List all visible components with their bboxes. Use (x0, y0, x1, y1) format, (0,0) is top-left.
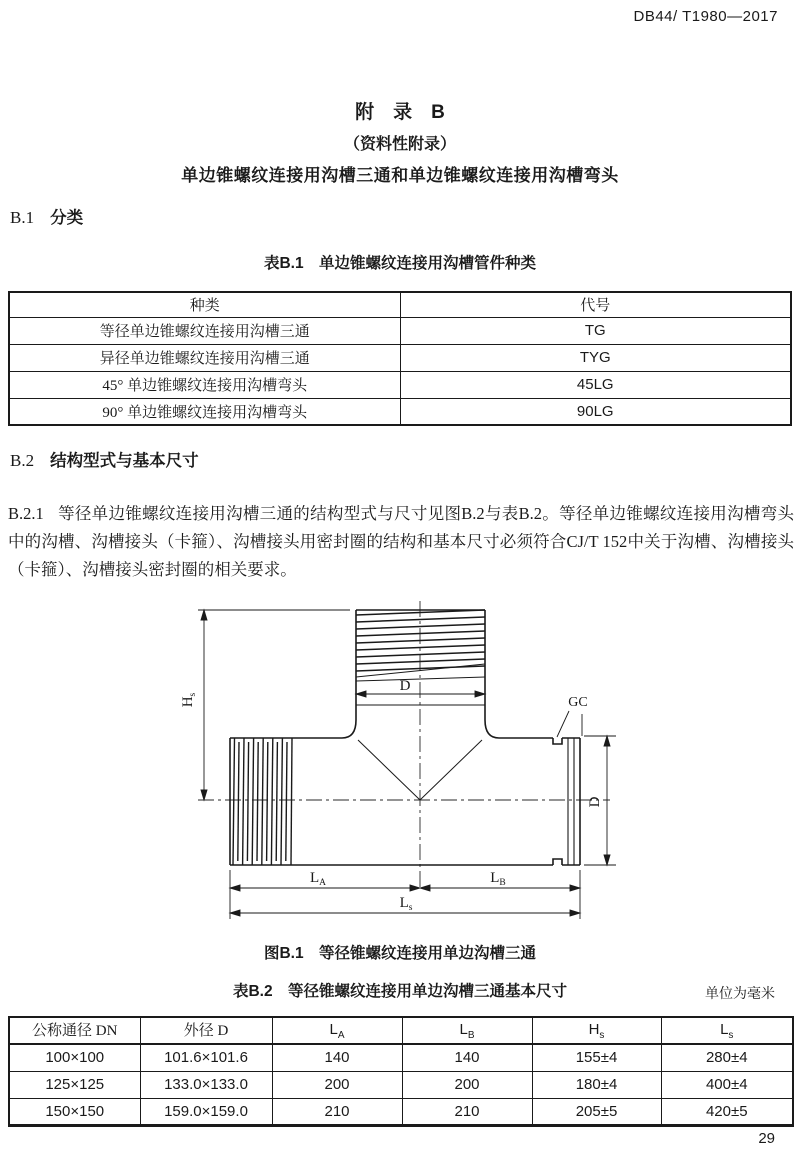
cell-kind: 45° 单边锥螺纹连接用沟槽弯头 (9, 371, 400, 398)
table-row (9, 1044, 793, 1071)
table-b1 (8, 291, 792, 426)
cell-la: 210 (272, 1098, 402, 1125)
clause-title: 分类 (50, 209, 84, 227)
clause-number: B.2.1 (8, 504, 44, 523)
clause-number: B.1 (10, 208, 35, 227)
table-row (9, 1098, 793, 1125)
section-heading-b2 (10, 447, 199, 471)
col-header-la: $L_A$ (272, 1017, 402, 1044)
label-ls: $L_s$ (399, 895, 413, 913)
table-row (9, 1017, 793, 1044)
unit-note: 单位为毫米 (705, 987, 775, 1002)
table-row (9, 344, 791, 371)
label-hs: $H_s$ (180, 692, 198, 708)
cell-dn: 100×100 (9, 1044, 140, 1071)
cell-dn: 150×150 (9, 1098, 140, 1125)
cell-ls: 420±5 (661, 1098, 793, 1125)
table-row (9, 292, 791, 317)
label-d-right: D (587, 796, 603, 808)
centerlines (198, 601, 610, 891)
figure-b1-drawing (148, 588, 662, 940)
table-b1-caption: 表B.1 单边锥螺纹连接用沟槽管件种类 (263, 255, 537, 272)
col-header-kind: 种类 (9, 292, 400, 317)
tee-fitting-drawing (148, 588, 662, 940)
doc-code: DB44/ T1980—2017 (633, 8, 778, 25)
appendix-subtitle: （资料性附录） (343, 136, 456, 153)
table-row (9, 317, 791, 344)
cell-d: 101.6×101.6 (140, 1044, 272, 1071)
gc-leader (557, 711, 582, 737)
col-header-lb: $L_B$ (402, 1017, 532, 1044)
cell-ls: 280±4 (661, 1044, 793, 1071)
dimension-la-lb (230, 870, 580, 894)
cell-hs: 180±4 (532, 1071, 661, 1098)
table-row (9, 1071, 793, 1098)
dimension-hs (198, 610, 350, 800)
cell-code: TG (400, 317, 791, 344)
dimension-d-top (356, 691, 485, 697)
table-row (9, 398, 791, 425)
col-header-code: 代号 (400, 292, 791, 317)
label-d-top: D (399, 678, 411, 694)
cell-lb: 210 (402, 1098, 532, 1125)
cell-code: 45LG (400, 371, 791, 398)
col-header-dn: 公称通径 DN (9, 1017, 140, 1044)
cell-d: 133.0×133.0 (140, 1071, 272, 1098)
table-b1-grid (8, 291, 792, 426)
label-la: $L_A$ (309, 870, 327, 888)
clause-number: B.2 (10, 451, 35, 470)
appendix-name: 单边锥螺纹连接用沟槽三通和单边锥螺纹连接用沟槽弯头 (181, 166, 619, 185)
cell-code: 90LG (400, 398, 791, 425)
cell-la: 200 (272, 1071, 402, 1098)
cell-hs: 205±5 (532, 1098, 661, 1125)
cell-kind: 90° 单边锥螺纹连接用沟槽弯头 (9, 398, 400, 425)
cell-kind: 等径单边锥螺纹连接用沟槽三通 (9, 317, 400, 344)
table-b2-caption: 表B.2 等径锥螺纹连接用单边沟槽三通基本尺寸 (232, 983, 568, 1000)
section-heading-b1 (10, 204, 83, 228)
cell-lb: 200 (402, 1071, 532, 1098)
table-b2 (8, 1016, 794, 1127)
figure-b1-caption: 图B.1 等径锥螺纹连接用单边沟槽三通 (263, 945, 537, 962)
cell-hs: 155±4 (532, 1044, 661, 1071)
left-arm-threads (233, 738, 292, 865)
page-number: 29 (758, 1130, 775, 1147)
cell-code: TYG (400, 344, 791, 371)
cell-la: 140 (272, 1044, 402, 1071)
table-b2-grid (8, 1016, 794, 1127)
cell-dn: 125×125 (9, 1071, 140, 1098)
cell-ls: 400±4 (661, 1071, 793, 1098)
col-header-d: 外径 D (140, 1017, 272, 1044)
cell-kind: 异径单边锥螺纹连接用沟槽三通 (9, 344, 400, 371)
col-header-hs: $H_s$ (532, 1017, 661, 1044)
paragraph-text: 等径单边锥螺纹连接用沟槽三通的结构型式与尺寸见图B.2与表B.2。等径单边锥螺纹连接用沟槽弯头中的沟槽、沟槽接头（卡箍）、沟槽接头用密封圈的结构和基本尺寸必须符合CJ/T 152中关于沟槽、沟槽接头（卡箍）、沟槽接头密封圈的相关要求。 (8, 504, 794, 579)
col-header-ls: $L_s$ (661, 1017, 793, 1044)
paragraph-b21 (8, 500, 794, 584)
cell-d: 159.0×159.0 (140, 1098, 272, 1125)
label-lb: $L_B$ (490, 870, 506, 888)
label-gc: GC (568, 695, 588, 710)
clause-title: 结构型式与基本尺寸 (50, 452, 199, 470)
branch-threads (356, 610, 485, 681)
appendix-title: 附 录 B (355, 102, 445, 123)
appendix-title-block (0, 97, 800, 186)
table-row (9, 371, 791, 398)
cell-lb: 140 (402, 1044, 532, 1071)
